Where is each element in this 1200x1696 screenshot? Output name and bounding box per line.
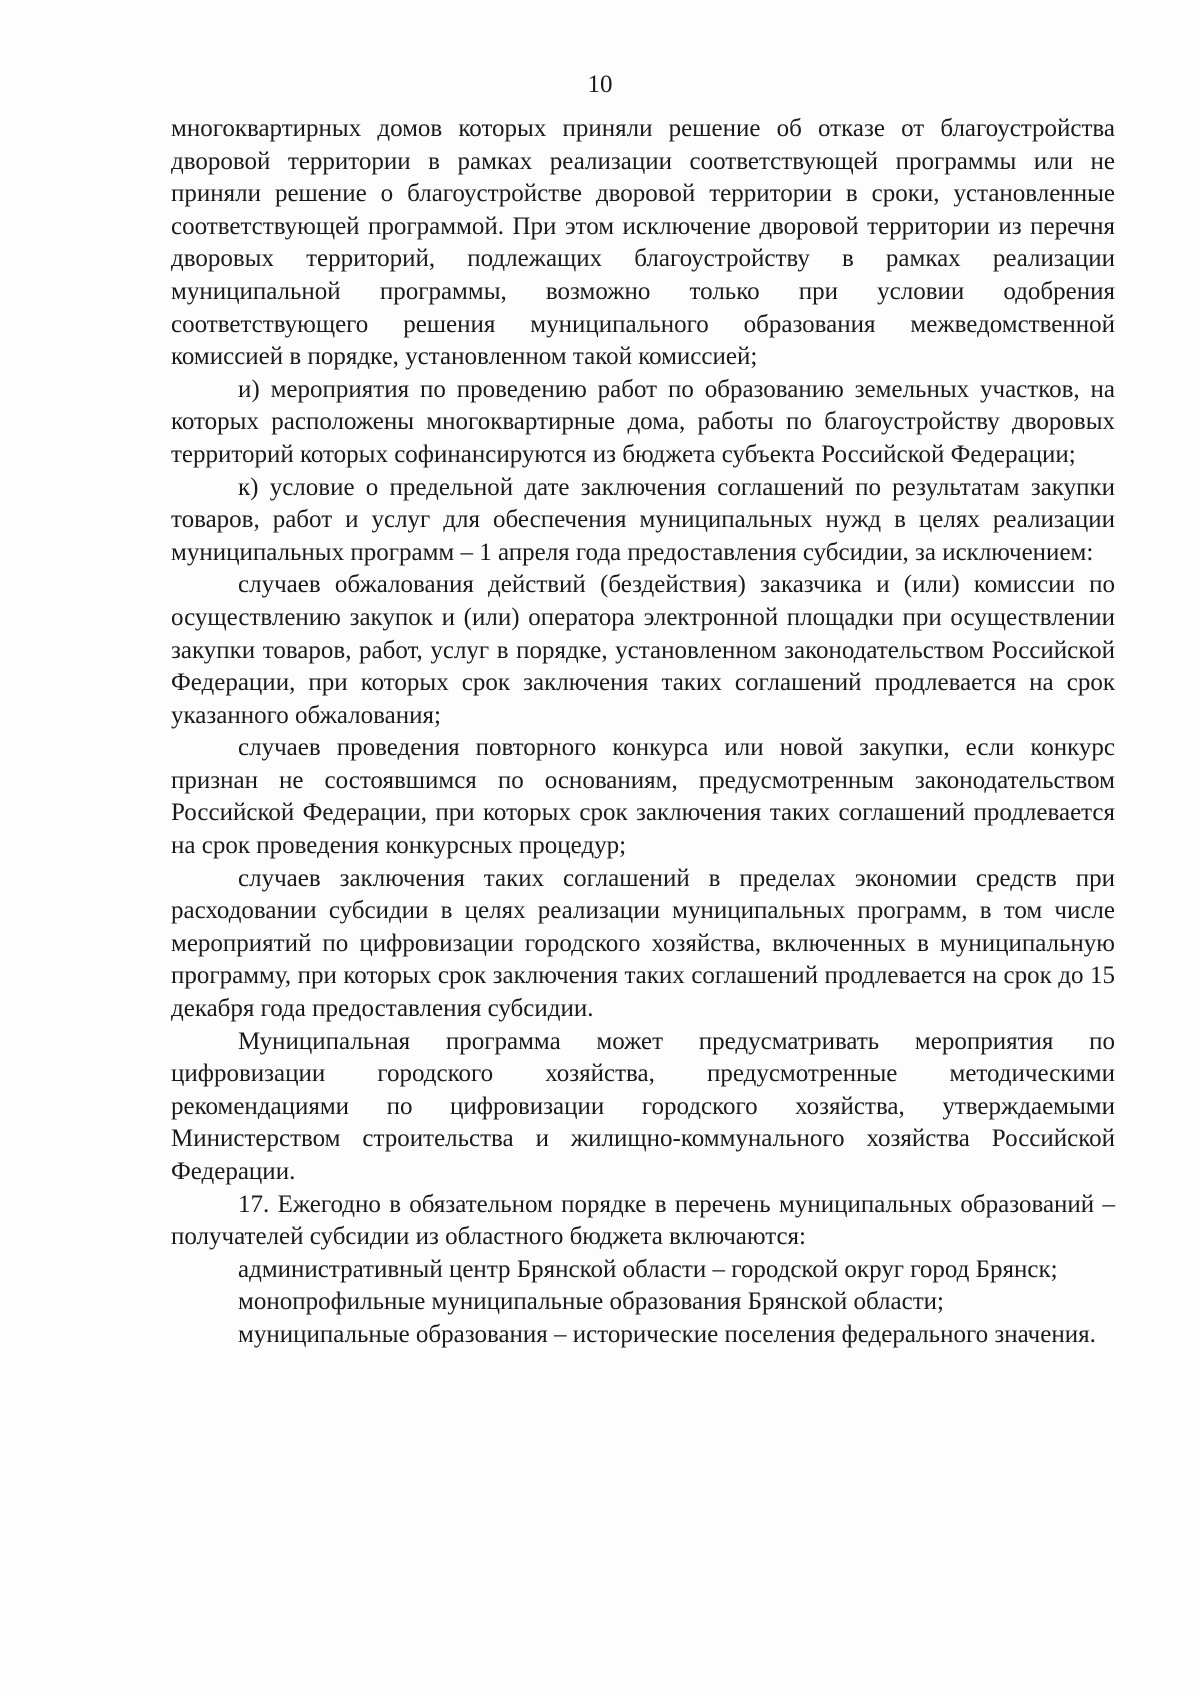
page-number: 10 bbox=[587, 71, 613, 98]
document-body bbox=[171, 113, 1115, 1352]
paragraph-item-i: и) мероприятия по проведению работ по образованию земельных участков, на которых расположены многоквартирные дома, работы по благоустройству дворовых территорий которых софинансируются из бюджета субъекта Российской Федерации; bbox=[171, 375, 1115, 468]
paragraph-municipal-program: Муниципальная программа может предусматривать мероприятия по цифровизации городского хозяйства, предусмотренные методическими рекомендациями по цифровизации городского хозяйства, утверждаемыми Министерством строительства и жилищно-коммунального хозяйства Российской Федерации. bbox=[171, 1027, 1115, 1185]
paragraph-item-17: 17. Ежегодно в обязательном порядке в перечень муниципальных образований – получателей субсидии из областного бюджета включаются: bbox=[171, 1190, 1115, 1251]
paragraph-monoprofile: монопрофильные муниципальные образования Брянской области; bbox=[238, 1288, 944, 1316]
paragraph-exception-appeal: случаев обжалования действий (бездействия) заказчика и (или) комиссии по осуществлению закупок и (или) оператора электронной площадки при осуществлении закупки товаров, работ, услуг в порядке, установленном законодательством Российской Федерации, при которых срок заключения таких соглашений продлевается на срок указанного обжалования; bbox=[171, 571, 1115, 729]
paragraph-exception-savings: случаев заключения таких соглашений в пределах экономии средств при расходовании субсидии в целях реализации муниципальных программ, в том числе мероприятий по цифровизации городского хозяйства, включенных в муниципальную программу, при которых срок заключения таких соглашений продлевается на срок до 15 декабря года предоставления субсидии. bbox=[171, 864, 1115, 1023]
paragraph-historic-settlements: муниципальные образования – исторические поселения федерального значения. bbox=[238, 1320, 1096, 1348]
paragraph-bryansk-center: административный центр Брянской области – городской округ город Брянск; bbox=[238, 1255, 1058, 1283]
paragraph-continuation: многоквартирных домов которых приняли решение об отказе от благоустройства дворовой территории в рамках реализации соответствующей программы или не приняли решение о благоустройстве дворовой территории в сроки, установленные соответствующей программой. При этом исключение дворовой территории из перечня дворовых территорий, подлежащих благоустройству в рамках реализации муниципальной программы, возможно только при условии одобрения соответствующего решения муниципального образования межведомственной комиссией в порядке, установленном такой комиссией; bbox=[171, 115, 1115, 371]
paragraph-item-k: к) условие о предельной дате заключения соглашений по результатам закупки товаров, работ и услуг для обеспечения муниципальных нужд в целях реализации муниципальных программ – 1 апреля года предоставления субсидии, за исключением: bbox=[171, 473, 1115, 566]
paragraph-exception-repeat-tender: случаев проведения повторного конкурса или новой закупки, если конкурс признан не состоявшимся по основаниям, предусмотренным законодательством Российской Федерации, при которых срок заключения таких соглашений продлевается на срок проведения конкурсных процедур; bbox=[171, 734, 1115, 860]
